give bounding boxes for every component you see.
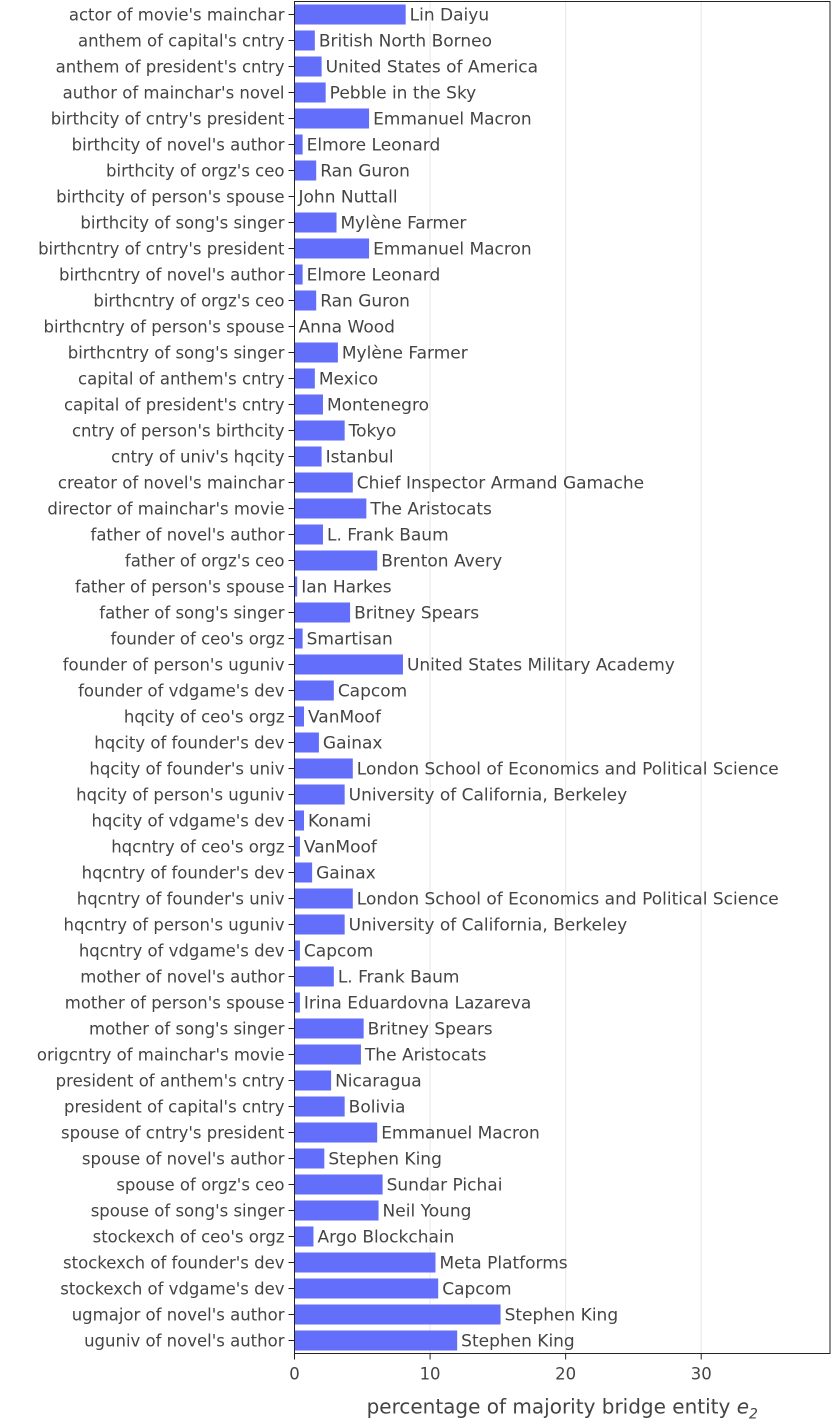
bar [295,1044,361,1064]
bar-label: Mexico [318,369,379,390]
bar-labels [298,6,779,1352]
category-label: uguniv of novel's author [84,1331,285,1351]
x-axis-label-var: e [736,1394,750,1419]
bar-label: Emmanuel Macron [373,109,532,130]
bar [295,888,353,908]
bar-label: London School of Economics and Political Science [356,889,779,910]
bar-label: Britney Spears [354,603,480,624]
bar [295,1200,379,1220]
bar-label: Stephen King [328,1149,442,1170]
x-axis-label-subscript: 2 [749,1406,758,1423]
bar-label: Montenegro [326,395,429,416]
x-tick-label: 30 [690,1364,712,1384]
category-label: stockexch of vdgame's dev [60,1279,285,1299]
bar-label: Elmore Leonard [306,265,441,286]
category-label: capital of president's cntry [63,395,285,415]
bar [295,4,406,24]
bar [295,264,303,284]
bar [295,160,317,180]
x-axis-label [367,1395,758,1423]
bar [295,810,304,830]
category-label: cntry of person's birthcity [71,421,285,441]
category-label: hqcity of founder's univ [89,759,285,779]
bar [295,1252,436,1272]
bar-label: Istanbul [325,447,394,468]
bar-label: Capcom [303,941,374,962]
category-label: father of novel's author [90,525,285,545]
category-label: birthcntry of song's singer [67,343,285,363]
bar-label: Argo Blockchain [317,1227,455,1248]
bar-label: Ran Guron [320,291,410,312]
bar [295,836,300,856]
category-label: president of anthem's cntry [55,1071,285,1091]
category-label: hqcntry of founder's dev [81,863,285,883]
category-label: director of mainchar's movie [47,499,285,519]
bar-label: L. Frank Baum [326,525,449,546]
bar [295,628,303,648]
bar-label: Lin Daiyu [409,5,490,26]
bar-label: Britney Spears [367,1019,493,1040]
bar-label: Nicaragua [335,1071,422,1092]
bar-label: Anna Wood [298,317,395,338]
category-label: hqcity of ceo's orgz [123,707,285,727]
category-label: founder of vdgame's dev [78,681,285,701]
bar-label: University of California, Berkeley [348,915,628,936]
category-label: hqcntry of ceo's orgz [111,837,285,857]
category-label: birthcntry of cntry's president [38,239,285,259]
category-label: birthcntry of person's spouse [43,317,285,337]
bar-label: Meta Platforms [439,1253,568,1274]
bar [295,654,403,674]
category-label: mother of novel's author [80,967,285,987]
bar-label: Mylène Farmer [340,213,467,234]
bar [295,784,345,804]
bar-label: United States Military Academy [406,655,675,676]
category-label: founder of person's uguniv [62,655,285,675]
x-tick-label: 20 [555,1364,577,1384]
category-label: origcntry of mainchar's movie [36,1045,285,1065]
bar [295,1122,378,1142]
bar-label: Irina Eduardovna Lazareva [303,993,532,1014]
bar [295,1148,325,1168]
bar [295,524,323,544]
category-label: birthcity of cntry's president [50,109,285,129]
category-label: president of capital's cntry [63,1097,285,1117]
category-label: hqcntry of person's uguniv [63,915,285,935]
bar [295,1018,364,1038]
x-axis-ticks [289,1354,711,1384]
category-label: hqcntry of vdgame's dev [78,941,285,961]
category-label: cntry of univ's hqcity [111,447,285,467]
bar [295,472,353,492]
bar-label: L. Frank Baum [337,967,460,988]
bar [295,966,334,986]
bar-label: Ian Harkes [301,577,392,598]
bar [295,1070,332,1090]
bar [295,420,345,440]
category-label: stockexch of founder's dev [63,1253,285,1273]
bar-label: VanMoof [303,837,377,858]
bar-label: Gainax [316,863,376,884]
bar-label: Brenton Avery [381,551,503,572]
category-label: spouse of novel's author [81,1149,285,1169]
bar [295,680,334,700]
gridlines [430,2,701,1354]
bar-label: Neil Young [382,1201,472,1222]
bar [295,394,323,414]
bar [295,940,300,960]
bar-label: VanMoof [307,707,381,728]
bar-label: Mylène Farmer [341,343,468,364]
category-label: mother of person's spouse [64,993,285,1013]
bar [295,238,370,258]
category-label: anthem of capital's cntry [78,31,285,51]
bar-label: Ran Guron [320,161,410,182]
bar-label: Pebble in the Sky [329,83,477,104]
bar [295,1174,383,1194]
bar [295,446,322,466]
bar [295,108,370,128]
category-labels [37,6,295,1351]
bar [295,1330,458,1350]
bar-label: United States of America [325,57,539,78]
category-label: author of mainchar's novel [62,83,285,103]
category-label: mother of song's singer [89,1019,285,1039]
category-label: birthcity of song's singer [80,213,285,233]
category-label: actor of movie's mainchar [68,5,285,25]
bar-label: University of California, Berkeley [348,785,628,806]
bar [295,732,319,752]
bar-label: Gainax [322,733,383,754]
bar [295,368,315,388]
category-label: hqcity of person's uguniv [76,785,285,805]
category-label: anthem of president's cntry [55,57,285,77]
bar [295,992,300,1012]
bar [295,706,304,726]
bar-label: Emmanuel Macron [381,1123,540,1144]
category-label: birthcity of novel's author [71,135,285,155]
bar [295,212,337,232]
x-axis-label-text: percentage of majority bridge entity [366,1394,737,1419]
category-label: spouse of song's singer [90,1201,285,1221]
bar-label: Smartisan [306,629,393,650]
x-tick-label: 10 [419,1364,441,1384]
bar [295,862,313,882]
category-label: spouse of cntry's president [61,1123,285,1143]
bar-label: Sundar Pichai [386,1175,503,1196]
category-label: hqcntry of founder's univ [76,889,285,909]
bar-label: The Aristocats [364,1045,487,1066]
bar [295,914,345,934]
bar [295,56,322,76]
category-label: father of song's singer [99,603,285,623]
bar [295,30,315,50]
bar [295,1304,501,1324]
bar [295,290,317,310]
category-label: birthcntry of orgz's ceo [93,291,285,311]
bar [295,342,338,362]
category-label: birthcntry of novel's author [58,265,285,285]
bar [295,498,367,518]
bar-label: Stephen King [504,1305,619,1326]
bar-label: Capcom [337,681,408,702]
bar [295,134,303,154]
bar-label: John Nuttall [298,187,398,208]
bar [295,1226,314,1246]
bar-label: London School of Economics and Political Science [356,759,779,780]
category-label: birthcity of orgz's ceo [106,161,285,181]
category-label: hqcity of founder's dev [94,733,285,753]
bar-label: Chief Inspector Armand Gamache [356,473,645,494]
bar-label: The Aristocats [370,499,492,520]
category-label: creator of novel's mainchar [57,473,285,493]
bar-label: Emmanuel Macron [373,239,532,260]
bar [295,602,351,622]
category-label: father of orgz's ceo [124,551,285,571]
bar [295,1096,345,1116]
bar [295,758,353,778]
bar-label: British North Borneo [318,31,492,52]
category-label: stockexch of ceo's orgz [92,1227,285,1247]
bar-label: Bolivia [348,1097,406,1118]
category-label: spouse of orgz's ceo [116,1175,285,1195]
bar [295,550,378,570]
bar-label: Elmore Leonard [306,135,441,156]
bar-label: Tokyo [348,421,397,442]
category-label: ugmajor of novel's author [71,1305,285,1325]
category-label: capital of anthem's cntry [78,369,285,389]
bar-label: Stephen King [461,1331,575,1352]
category-label: father of person's spouse [75,577,285,597]
category-label: birthcity of person's spouse [56,187,285,207]
bar [295,1278,439,1298]
bar [295,82,326,102]
x-tick-label: 0 [289,1364,300,1384]
category-label: hqcity of vdgame's dev [91,811,285,831]
category-label: founder of ceo's orgz [110,629,285,649]
bar-label: Konami [307,811,372,832]
bar-label: Capcom [442,1279,512,1300]
